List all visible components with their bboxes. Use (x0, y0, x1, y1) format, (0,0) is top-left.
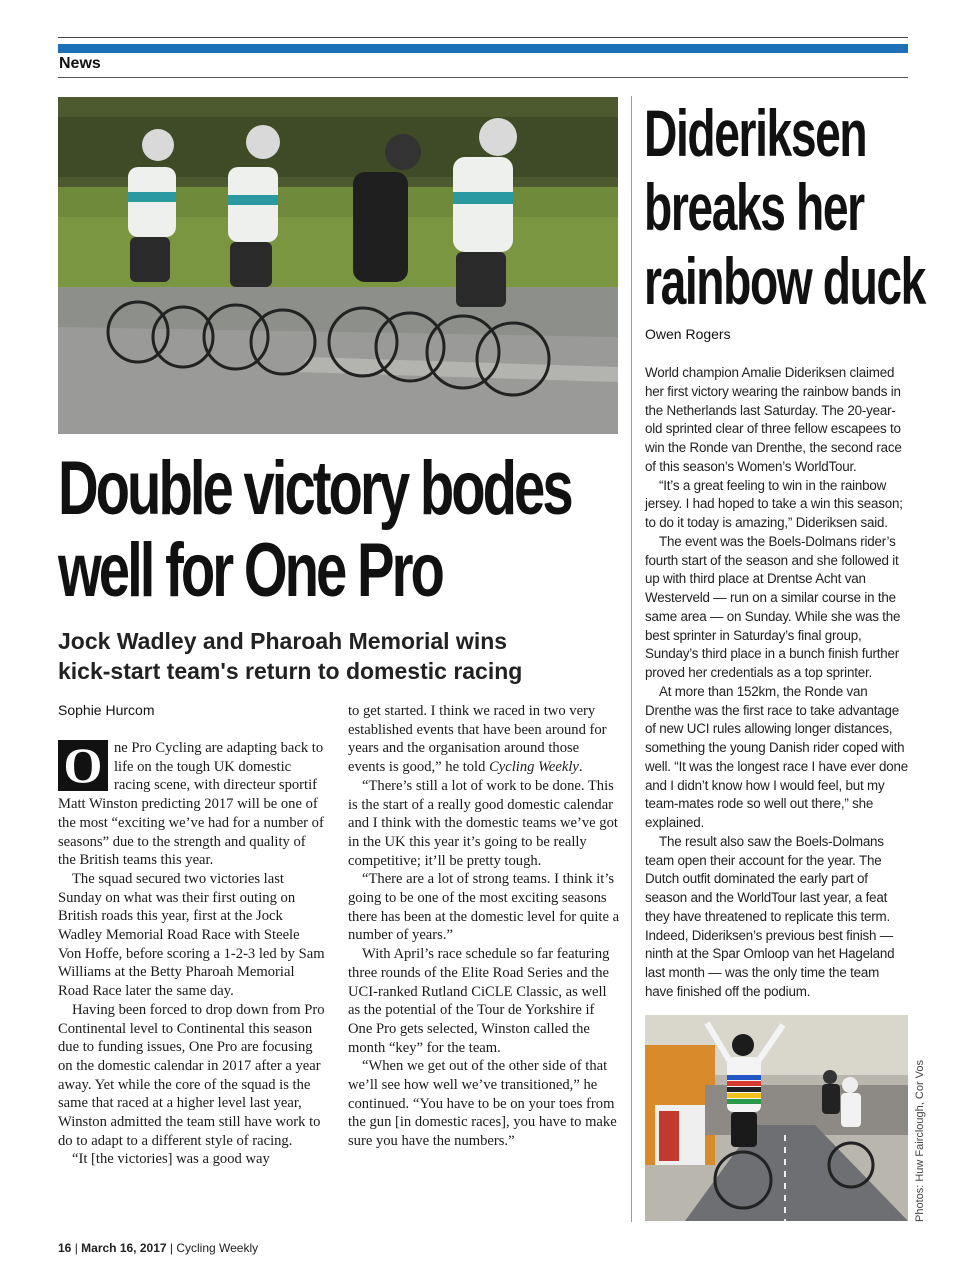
publication-name-italic: Cycling Weekly (489, 759, 579, 776)
main-paragraph-1-text: ne Pro Cycling are adapting back to life on the tough UK domestic racing scene, with directeur sportif Matt Winston predicting 2017 will be one of the most “exciting we’ve had for a number of seasons” due to the strength and quality of the British teams this year. (58, 740, 324, 869)
standfirst-line1: Jock Wadley and Pharoah Memorial wins (58, 628, 508, 654)
main-headline-line2: well for One Pro (58, 528, 442, 613)
main-paragraph-9: “When we get out of the other side of that we’ll see how well we’ve transitioned,” he continued. “You have to be on your toes from the gun [in domestic races], you have to make sure you have the numbers.” (348, 1058, 617, 1150)
page-number: 16 (58, 1241, 72, 1255)
issue-date: March 16, 2017 (81, 1241, 167, 1255)
main-paragraph-7: “There are a lot of strong teams. I think it’s going to be one of the most exciting seasons there has been at the domestic level for quite a number of years.” (348, 871, 620, 944)
drop-cap: O (58, 740, 108, 791)
top-rule (58, 37, 908, 38)
side-paragraph-2: “It’s a great feeling to win in the rainbow jersey. I had hoped to take a win this season; to do it today is amazing,” Dideriksen said. (645, 477, 903, 530)
main-body-column-2 (348, 702, 620, 1151)
side-headline-line1: Dideriksen (644, 96, 867, 170)
section-color-bar (58, 44, 908, 53)
side-paragraph-3: The event was the Boels-Dolmans rider’s fourth start of the season and she followed it up with third place at Drentse Acht van Westerveld — run on a similar course in the same area — on Sunday. While she was the best sprinter in Saturday’s final group, Sunday’s third place in a bunch finish further proved her credentials as a top sprinter. (645, 533, 901, 680)
main-photo-cyclists (58, 97, 618, 434)
side-byline: Owen Rogers (645, 326, 731, 342)
main-paragraph-8: With April’s race schedule so far featuring three rounds of the Elite Road Series and the UCI-ranked Rutland CiCLE Classic, as well as the potential of the Tour de Yorkshire if One Pro gets selected, Winston called the month “key” for the team. (348, 946, 610, 1056)
column-divider (631, 96, 632, 1222)
section-label: News (59, 55, 101, 72)
photo-credit: Photos: Huw Fairclough, Cor Vos (914, 1059, 926, 1222)
main-standfirst (58, 626, 628, 686)
main-body-column-1 (58, 739, 326, 1169)
main-headline (58, 446, 571, 613)
page-footer (58, 1241, 258, 1255)
main-paragraph-5-end: . (578, 759, 583, 776)
main-paragraph-5-text: to get started. I think we raced in two very established events that have been around for years and the organisation around those events is good,” he told (348, 703, 607, 776)
main-headline-line1: Double victory bodes (58, 446, 571, 531)
section-rule (58, 77, 908, 78)
side-headline (644, 96, 925, 318)
side-headline-line2: breaks her (644, 170, 864, 244)
main-paragraph-5 (348, 702, 620, 777)
side-paragraph-4: At more than 152km, the Ronde van Drenthe was the first race to take advantage of new UCI rules allowing longer distances, something the young Danish rider coped with well. “It was the longest race I have ever done and I didn’t know how I would feel, but my team-mates rode so well out there,” she explained. (645, 683, 909, 830)
side-body (645, 364, 909, 1002)
standfirst-line2: kick-start team's return to domestic racing (58, 658, 523, 684)
main-byline: Sophie Hurcom (58, 702, 155, 718)
publication-name: Cycling Weekly (176, 1241, 259, 1255)
side-photo-winner (645, 1015, 908, 1221)
main-paragraph-3: Having been forced to drop down from Pro Continental level to Continental this season due to funding issues, One Pro are focusing on the domestic calendar in 2017 after a year away. Yet while the core of the squad is the same that raced at a higher level last year, Winston admitted the team still have work to do to adapt to a different style of racing. (58, 1001, 325, 1149)
main-paragraph-2: The squad secured two victories last Sunday on what was their first outing on British roads this year, first at the Jock Wadley Memorial Road Race with Steele Von Hoffe, before scoring a 1-2-3 led by Sam Williams at the Betty Pharoah Memorial Road Race later the same day. (58, 870, 325, 1000)
side-paragraph-5: The result also saw the Boels-Dolmans team open their account for the year. The Dutch outfit dominated the early part of season and the WorldTour last year, a feat they have threatened to replicate this term. Indeed, Dideriksen’s previous best finish — ninth at the Spar Omloop van het Hageland last month — was the only time the team have finished off the podium. (645, 833, 895, 999)
side-headline-line3: rainbow duck (644, 244, 925, 318)
main-paragraph-1 (58, 739, 326, 870)
footer-separator-2: | (166, 1241, 177, 1255)
main-paragraph-6: “There’s still a lot of work to be done. This is the start of a really good domestic calendar and I think with the domestic teams we’ve got in the UK this year it’s going to be really competitive; it’ll be pretty tough. (348, 777, 618, 869)
main-paragraph-4: “It [the victories] was a good way (72, 1151, 270, 1168)
side-paragraph-1: World champion Amalie Dideriksen claimed her first victory wearing the rainbow bands in the Netherlands last Saturday. The 20-year-old sprinted clear of three fellow escapees to win the Ronde van Drenthe, the second race of this season’s Women’s WorldTour. (645, 365, 902, 474)
footer-separator-1: | (71, 1241, 82, 1255)
